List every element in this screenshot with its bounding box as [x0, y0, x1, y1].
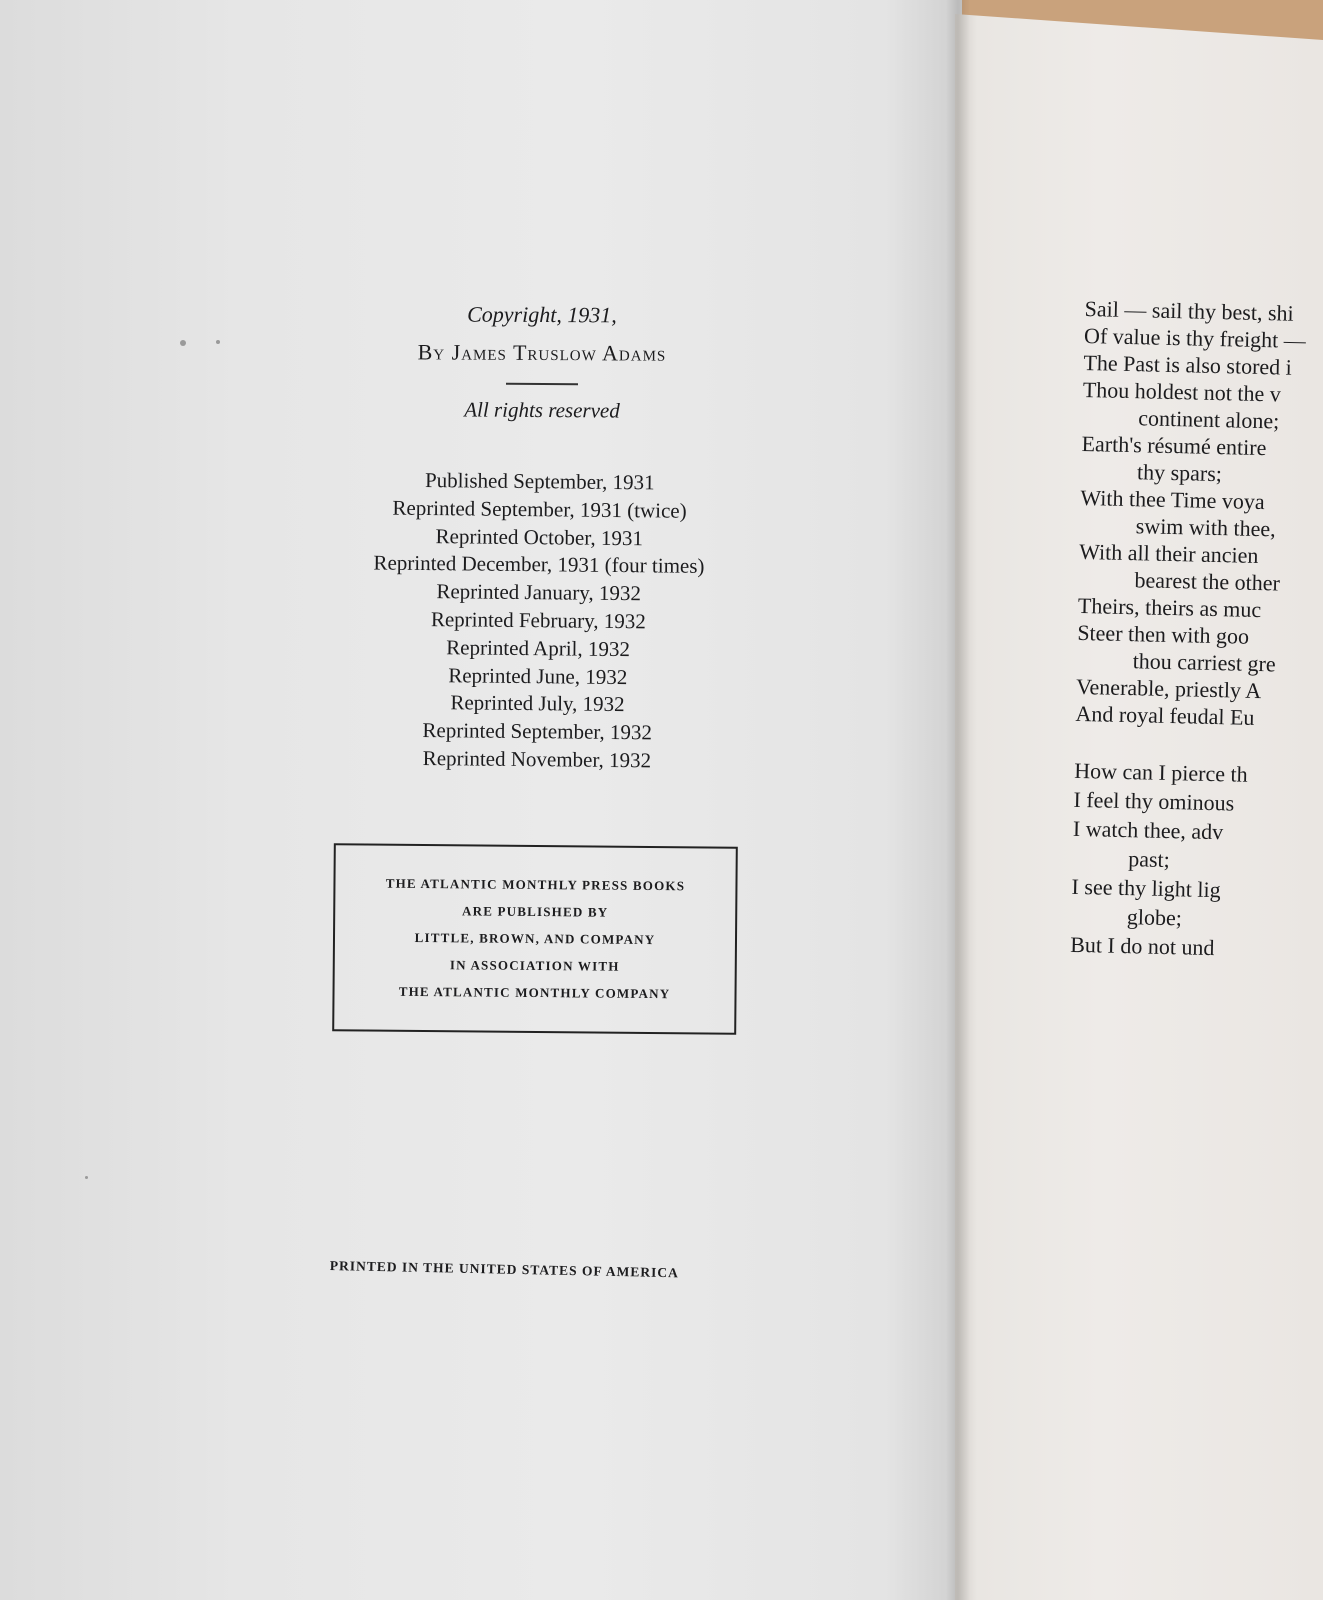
poem-line: Earth's résumé entire	[1081, 430, 1267, 461]
history-line: Reprinted July, 1932	[450, 690, 625, 717]
publisher-box	[332, 843, 738, 1035]
history-line: Reprinted November, 1932	[422, 745, 652, 773]
poem-line: Of value is thy freight —	[1083, 322, 1307, 354]
history-line: Reprinted June, 1932	[448, 662, 628, 689]
history-line: Reprinted October, 1931	[435, 523, 644, 550]
poem-line: thou carriest gre	[1132, 648, 1276, 677]
paper-spot	[180, 340, 186, 346]
history-line: Reprinted September, 1931 (twice)	[392, 495, 687, 523]
poem-line: I feel thy ominous	[1073, 786, 1235, 816]
book-gutter	[946, 0, 970, 1600]
poem-line: With all their ancien	[1078, 538, 1259, 568]
poem-line: Thou holdest not the v	[1082, 376, 1282, 407]
poem-line: past;	[1127, 846, 1171, 873]
publisher-line: ARE PUBLISHED BY	[462, 903, 609, 920]
poem-line: Steer then with goo	[1077, 619, 1250, 649]
publisher-line: THE ATLANTIC MONTHLY PRESS BOOKS	[385, 875, 686, 894]
history-line: Reprinted December, 1931 (four times)	[373, 550, 705, 579]
rights-line: All rights reserved	[464, 397, 620, 423]
paper-spot	[85, 1176, 88, 1179]
publisher-line: LITTLE, BROWN, AND COMPANY	[414, 929, 656, 948]
history-line: Reprinted February, 1932	[430, 607, 647, 634]
poem-line: And royal feudal Eu	[1075, 700, 1255, 730]
poem-line: continent alone;	[1137, 405, 1280, 434]
paper-spot	[216, 340, 220, 344]
poem-line: thy spars;	[1136, 459, 1223, 487]
poem-excerpt	[1069, 296, 1323, 1021]
history-line: Published September, 1931	[424, 467, 655, 495]
printing-history	[327, 466, 750, 776]
history-line: Reprinted April, 1932	[446, 635, 631, 661]
copyright-line: Copyright, 1931,	[467, 301, 617, 328]
poem-line: Venerable, priestly A	[1075, 673, 1262, 704]
poem-line: The Past is also stored i	[1083, 349, 1293, 380]
history-line: Reprinted January, 1932	[436, 579, 642, 606]
poem-line: But I do not und	[1070, 931, 1215, 961]
poem-line: globe;	[1126, 904, 1183, 931]
poem-line: I watch thee, adv	[1072, 815, 1224, 845]
poem-line: bearest the other	[1134, 567, 1281, 596]
poem-line: Sail — sail thy best, shi	[1084, 296, 1294, 326]
poem-line: I see thy light lig	[1071, 873, 1221, 903]
poem-line: Theirs, theirs as muc	[1077, 592, 1262, 623]
poem-line: swim with thee,	[1135, 513, 1276, 542]
poem-line: With thee Time voya	[1080, 484, 1265, 515]
publisher-line: IN ASSOCIATION WITH	[449, 957, 620, 974]
history-line: Reprinted September, 1932	[422, 718, 653, 745]
author-line: By James Truslow Adams	[417, 339, 667, 366]
printed-in-line: PRINTED IN THE UNITED STATES OF AMERICA	[329, 1258, 679, 1281]
poem-line: How can I pierce th	[1073, 757, 1248, 787]
publisher-line: THE ATLANTIC MONTHLY COMPANY	[398, 983, 671, 1002]
